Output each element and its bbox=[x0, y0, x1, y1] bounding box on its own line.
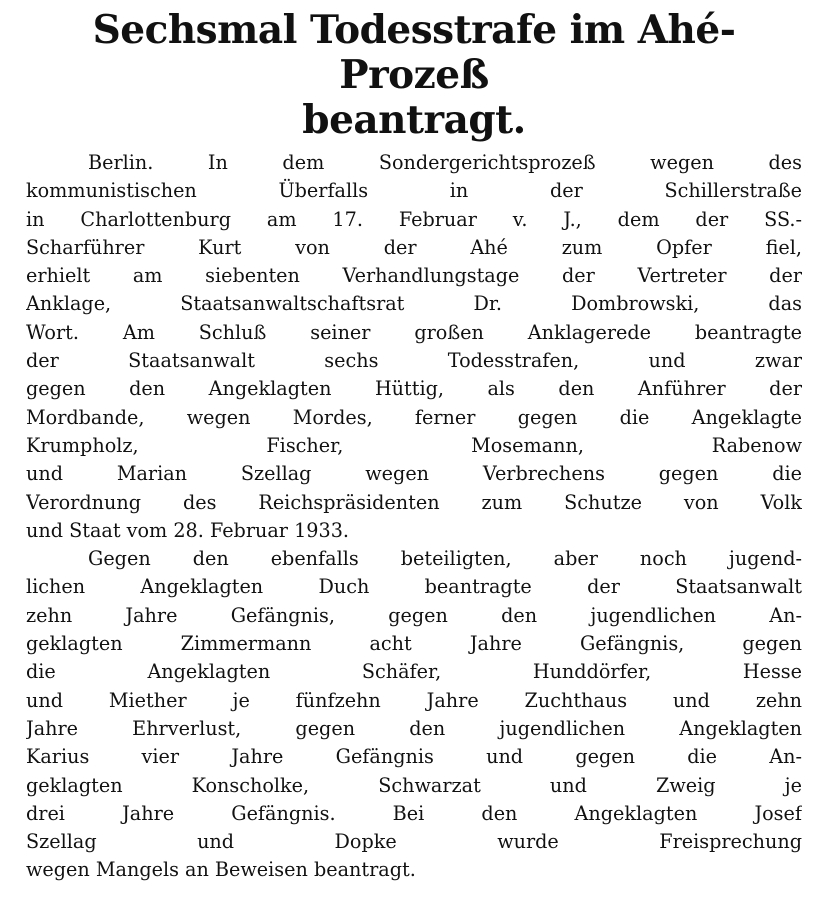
headline-line: Sechsmal Todesstrafe im Ahé-Prozeß bbox=[92, 7, 736, 98]
text-line: Jahre Ehrverlust, gegen den jugendlichen Angeklagten bbox=[26, 716, 802, 740]
text-line: und Miether je fünfzehn Jahre Zuchthaus und zehn bbox=[26, 688, 802, 712]
headline-line: beantragt. bbox=[302, 97, 526, 143]
text-line: in Charlottenburg am 17. Februar v. J., dem der SS.- bbox=[26, 207, 802, 231]
text-line: Scharführer Kurt von der Ahé zum Opfer fiel, bbox=[26, 235, 802, 259]
text-line: Szellag und Dopke wurde Freisprechung bbox=[26, 830, 802, 854]
text-line: der Staatsanwalt sechs Todesstrafen, und zwar bbox=[26, 349, 802, 373]
article-body bbox=[26, 149, 802, 885]
headline bbox=[26, 8, 802, 143]
text-line: zehn Jahre Gefängnis, gegen den jugendlichen An- bbox=[26, 603, 802, 627]
text-line: Anklage, Staatsanwaltschaftsrat Dr. Dombrowski, das bbox=[26, 292, 802, 316]
text-line: erhielt am siebenten Verhandlungstage der Vertreter der bbox=[26, 264, 802, 288]
text-line: gegen den Angeklagten Hüttig, als den Anführer der bbox=[26, 377, 802, 401]
text-line: geklagten Zimmermann acht Jahre Gefängnis, gegen bbox=[26, 632, 802, 656]
paragraph bbox=[26, 545, 802, 885]
text-line: geklagten Konscholke, Schwarzat und Zweig je bbox=[26, 773, 802, 797]
text-line: lichen Angeklagten Duch beantragte der Staatsanwalt bbox=[26, 575, 802, 599]
text-line: wegen Mangels an Beweisen beantragt. bbox=[26, 858, 416, 882]
paragraph bbox=[26, 149, 802, 545]
text-line: Mordbande, wegen Mordes, ferner gegen die Angeklagte bbox=[26, 405, 802, 429]
text-line: und Marian Szellag wegen Verbrechens gegen die bbox=[26, 462, 802, 486]
text-line: Wort. Am Schluß seiner großen Anklagerede beantragte bbox=[26, 320, 802, 344]
newspaper-article bbox=[26, 8, 802, 885]
text-line: Karius vier Jahre Gefängnis und gegen die An- bbox=[26, 745, 802, 769]
text-line: Berlin. In dem Sondergerichtsprozeß wegen des bbox=[88, 151, 802, 174]
text-line: Verordnung des Reichspräsidenten zum Schutze von Volk bbox=[26, 490, 802, 514]
text-line: die Angeklagten Schäfer, Hunddörfer, Hesse bbox=[26, 660, 802, 684]
text-line: Gegen den ebenfalls beteiligten, aber noch jugend- bbox=[88, 547, 802, 571]
text-line: und Staat vom 28. Februar 1933. bbox=[26, 518, 350, 542]
text-line: kommunistischen Überfalls in der Schillerstraße bbox=[26, 179, 802, 203]
text-line: Krumpholz, Fischer, Mosemann, Rabenow bbox=[26, 433, 802, 457]
text-line: drei Jahre Gefängnis. Bei den Angeklagten Josef bbox=[26, 801, 802, 825]
